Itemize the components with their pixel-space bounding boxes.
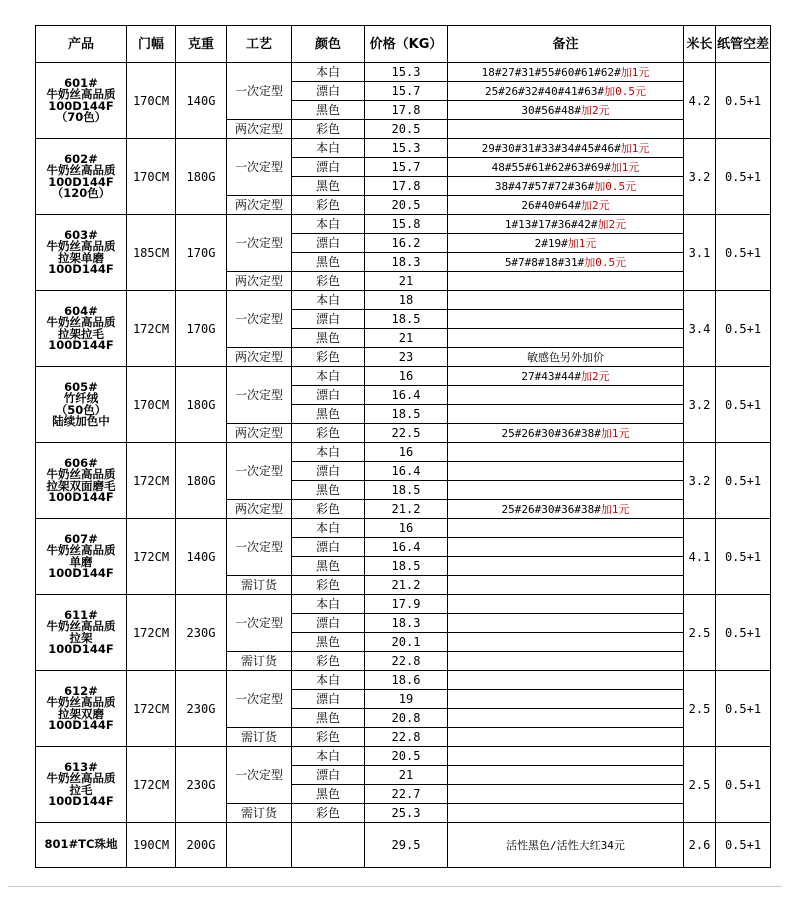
note-cell bbox=[448, 690, 684, 709]
product-line: （70色） bbox=[55, 110, 107, 124]
product-line: 602# bbox=[64, 151, 98, 166]
note-cell bbox=[448, 538, 684, 557]
note-cell bbox=[448, 120, 684, 139]
color-cell: 彩色 bbox=[292, 272, 365, 291]
price-table bbox=[35, 25, 771, 868]
color-cell: 彩色 bbox=[292, 196, 365, 215]
price-cell: 21 bbox=[365, 766, 448, 785]
meter-cell: 3.1 bbox=[684, 215, 716, 291]
table-row bbox=[36, 139, 771, 158]
price-cell: 20.8 bbox=[365, 709, 448, 728]
note-cell bbox=[448, 253, 684, 272]
product-line: 牛奶丝高品质 bbox=[46, 315, 116, 329]
note-cell bbox=[448, 215, 684, 234]
note-text: 30#56#48# bbox=[521, 103, 581, 117]
note-cell bbox=[448, 234, 684, 253]
color-cell: 黑色 bbox=[292, 177, 365, 196]
craft-sub-cell: 需订货 bbox=[227, 728, 292, 747]
width-cell: 172CM bbox=[127, 519, 176, 595]
craft-sub-cell: 需订货 bbox=[227, 576, 292, 595]
color-cell: 黑色 bbox=[292, 253, 365, 272]
price-cell: 18 bbox=[365, 291, 448, 310]
note-cell bbox=[448, 424, 684, 443]
product-line: 613# bbox=[64, 759, 98, 774]
price-cell: 18.3 bbox=[365, 614, 448, 633]
price-cell: 20.5 bbox=[365, 196, 448, 215]
color-cell: 本白 bbox=[292, 291, 365, 310]
color-cell: 本白 bbox=[292, 63, 365, 82]
note-text: 48#55#61#62#63#69# bbox=[491, 160, 611, 174]
note-cell bbox=[448, 614, 684, 633]
price-cell: 18.5 bbox=[365, 405, 448, 424]
note-surcharge: 加1元 bbox=[620, 141, 650, 155]
product-line: 牛奶丝高品质 bbox=[46, 619, 116, 633]
table-row bbox=[36, 215, 771, 234]
price-cell: 21.2 bbox=[365, 500, 448, 519]
color-cell: 漂白 bbox=[292, 386, 365, 405]
note-cell bbox=[448, 272, 684, 291]
product-cell bbox=[36, 63, 127, 139]
product-line: 牛奶丝高品质 bbox=[46, 695, 116, 709]
note-cell bbox=[448, 747, 684, 766]
note-cell: 活性黑色/活性大红34元 bbox=[448, 823, 684, 868]
product-line: 100D144F bbox=[48, 174, 114, 189]
product-line: 牛奶丝高品质 bbox=[46, 239, 116, 253]
table-row bbox=[36, 519, 771, 538]
color-cell: 彩色 bbox=[292, 728, 365, 747]
meter-cell: 2.5 bbox=[684, 595, 716, 671]
price-cell: 16.4 bbox=[365, 386, 448, 405]
color-cell: 黑色 bbox=[292, 405, 365, 424]
tube-cell: 0.5+1 bbox=[716, 367, 771, 443]
product-cell bbox=[36, 671, 127, 747]
price-cell: 17.9 bbox=[365, 595, 448, 614]
product-line: （120色） bbox=[51, 186, 111, 200]
note-surcharge: 加1元 bbox=[600, 502, 630, 516]
color-cell: 彩色 bbox=[292, 424, 365, 443]
note-text: 38#47#57#72#36# bbox=[494, 179, 595, 193]
price-cell: 15.7 bbox=[365, 158, 448, 177]
color-cell: 漂白 bbox=[292, 690, 365, 709]
color-cell: 本白 bbox=[292, 747, 365, 766]
table-row bbox=[36, 291, 771, 310]
note-text: 25#26#30#36#38# bbox=[501, 502, 601, 516]
weight-cell: 230G bbox=[176, 671, 227, 747]
note-text: 26#40#64# bbox=[521, 198, 581, 212]
note-cell bbox=[448, 405, 684, 424]
table-row bbox=[36, 747, 771, 766]
product-cell bbox=[36, 747, 127, 823]
product-line: 竹纤绒 bbox=[63, 391, 99, 405]
header-width: 门幅 bbox=[127, 26, 176, 63]
product-cell: 801#TC珠地 bbox=[36, 823, 127, 868]
note-cell bbox=[448, 291, 684, 310]
weight-cell: 180G bbox=[176, 367, 227, 443]
color-cell: 漂白 bbox=[292, 614, 365, 633]
craft-cell: 一次定型 bbox=[227, 215, 292, 272]
note-surcharge: 加1元 bbox=[620, 65, 650, 79]
table-row bbox=[36, 595, 771, 614]
color-cell: 本白 bbox=[292, 367, 365, 386]
header-row bbox=[36, 26, 771, 63]
weight-cell: 180G bbox=[176, 139, 227, 215]
note-cell bbox=[448, 158, 684, 177]
product-line: 100D144F bbox=[48, 566, 114, 580]
note-cell bbox=[448, 728, 684, 747]
color-cell: 本白 bbox=[292, 215, 365, 234]
product-cell bbox=[36, 367, 127, 443]
product-line: 100D144F bbox=[48, 98, 114, 113]
color-cell: 黑色 bbox=[292, 557, 365, 576]
price-cell: 18.5 bbox=[365, 481, 448, 500]
product-cell bbox=[36, 595, 127, 671]
price-cell: 22.8 bbox=[365, 728, 448, 747]
note-cell bbox=[448, 367, 684, 386]
note-cell bbox=[448, 766, 684, 785]
color-cell: 黑色 bbox=[292, 785, 365, 804]
note-cell bbox=[448, 82, 684, 101]
craft-cell bbox=[227, 823, 292, 868]
table-row bbox=[36, 63, 771, 82]
price-cell: 22.5 bbox=[365, 424, 448, 443]
price-cell: 18.5 bbox=[365, 310, 448, 329]
width-cell: 172CM bbox=[127, 747, 176, 823]
note-text: 25#26#32#40#41#63# bbox=[484, 84, 605, 98]
color-cell: 漂白 bbox=[292, 538, 365, 557]
product-cell bbox=[36, 291, 127, 367]
note-surcharge: 加1元 bbox=[600, 426, 630, 440]
weight-cell: 170G bbox=[176, 291, 227, 367]
craft-sub-cell: 两次定型 bbox=[227, 500, 292, 519]
color-cell: 漂白 bbox=[292, 158, 365, 177]
meter-cell: 3.2 bbox=[684, 443, 716, 519]
note-text: 27#43#44# bbox=[521, 369, 581, 383]
note-cell bbox=[448, 785, 684, 804]
weight-cell: 200G bbox=[176, 823, 227, 868]
product-line: 拉架单磨 bbox=[58, 250, 104, 265]
width-cell: 172CM bbox=[127, 595, 176, 671]
note-cell bbox=[448, 519, 684, 538]
note-surcharge: 加2元 bbox=[597, 217, 627, 231]
note-cell bbox=[448, 63, 684, 82]
craft-sub-cell: 需订货 bbox=[227, 804, 292, 823]
color-cell: 彩色 bbox=[292, 500, 365, 519]
color-cell: 本白 bbox=[292, 519, 365, 538]
product-line: 603# bbox=[64, 227, 98, 242]
color-cell: 黑色 bbox=[292, 329, 365, 348]
craft-cell: 一次定型 bbox=[227, 595, 292, 652]
craft-sub-cell: 两次定型 bbox=[227, 196, 292, 215]
product-line: 牛奶丝高品质 bbox=[46, 87, 116, 101]
product-line: 牛奶丝高品质 bbox=[46, 163, 116, 177]
table-row bbox=[36, 671, 771, 690]
product-line: 拉毛 bbox=[69, 782, 93, 797]
craft-cell: 一次定型 bbox=[227, 63, 292, 120]
note-surcharge: 加0.5元 bbox=[594, 179, 637, 193]
note-text: 敏感色另外加价 bbox=[527, 350, 604, 364]
meter-cell: 4.1 bbox=[684, 519, 716, 595]
tube-cell: 0.5+1 bbox=[716, 519, 771, 595]
note-surcharge: 加2元 bbox=[580, 369, 610, 383]
header-color: 颜色 bbox=[292, 26, 365, 63]
color-cell: 本白 bbox=[292, 595, 365, 614]
craft-cell: 一次定型 bbox=[227, 747, 292, 804]
note-cell bbox=[448, 196, 684, 215]
product-line: 611# bbox=[64, 607, 98, 622]
weight-cell: 140G bbox=[176, 63, 227, 139]
color-cell: 漂白 bbox=[292, 234, 365, 253]
craft-sub-cell: 两次定型 bbox=[227, 272, 292, 291]
price-cell: 16.4 bbox=[365, 538, 448, 557]
meter-cell: 2.5 bbox=[684, 671, 716, 747]
color-cell: 彩色 bbox=[292, 576, 365, 595]
weight-cell: 170G bbox=[176, 215, 227, 291]
note-text: 1#13#17#36#42# bbox=[504, 217, 598, 231]
tube-cell: 0.5+1 bbox=[716, 63, 771, 139]
price-cell: 22.8 bbox=[365, 652, 448, 671]
price-cell: 20.5 bbox=[365, 120, 448, 139]
price-cell: 16 bbox=[365, 519, 448, 538]
note-cell bbox=[448, 348, 684, 367]
product-line: 601# bbox=[64, 75, 98, 90]
note-surcharge: 加0.5元 bbox=[604, 84, 647, 98]
craft-sub-cell: 两次定型 bbox=[227, 120, 292, 139]
price-cell: 25.3 bbox=[365, 804, 448, 823]
note-surcharge: 加2元 bbox=[580, 103, 610, 117]
craft-cell: 一次定型 bbox=[227, 367, 292, 424]
craft-cell: 一次定型 bbox=[227, 139, 292, 196]
product-line: 100D144F bbox=[48, 262, 114, 276]
craft-cell: 一次定型 bbox=[227, 519, 292, 576]
meter-cell: 3.4 bbox=[684, 291, 716, 367]
note-cell bbox=[448, 652, 684, 671]
price-cell: 23 bbox=[365, 348, 448, 367]
note-cell bbox=[448, 386, 684, 405]
price-cell: 29.5 bbox=[365, 823, 448, 868]
note-cell bbox=[448, 804, 684, 823]
price-cell: 15.7 bbox=[365, 82, 448, 101]
note-cell bbox=[448, 633, 684, 652]
price-cell: 15.3 bbox=[365, 63, 448, 82]
product-line: 100D144F bbox=[48, 794, 114, 808]
color-cell: 本白 bbox=[292, 443, 365, 462]
table-body bbox=[36, 63, 771, 868]
header-tube: 纸管空差 bbox=[716, 26, 771, 63]
weight-cell: 230G bbox=[176, 747, 227, 823]
tube-cell: 0.5+1 bbox=[716, 291, 771, 367]
color-cell: 彩色 bbox=[292, 348, 365, 367]
product-line: 100D144F bbox=[48, 338, 114, 352]
product-line: 606# bbox=[64, 455, 98, 470]
note-cell bbox=[448, 709, 684, 728]
product-cell bbox=[36, 139, 127, 215]
color-cell: 漂白 bbox=[292, 310, 365, 329]
note-cell bbox=[448, 177, 684, 196]
product-line: 陆续加色中 bbox=[52, 414, 110, 428]
price-cell: 15.8 bbox=[365, 215, 448, 234]
note-surcharge: 加2元 bbox=[580, 198, 610, 212]
header-note: 备注 bbox=[448, 26, 684, 63]
width-cell: 170CM bbox=[127, 63, 176, 139]
table-row bbox=[36, 367, 771, 386]
price-cell: 16.2 bbox=[365, 234, 448, 253]
product-line: 拉架 bbox=[69, 630, 93, 645]
price-cell: 18.5 bbox=[365, 557, 448, 576]
note-surcharge: 加0.5元 bbox=[584, 255, 627, 269]
product-line: 牛奶丝高品质 bbox=[46, 771, 116, 785]
note-cell bbox=[448, 576, 684, 595]
product-line: 牛奶丝高品质 bbox=[46, 543, 116, 557]
product-cell bbox=[36, 519, 127, 595]
craft-cell: 一次定型 bbox=[227, 291, 292, 348]
tube-cell: 0.5+1 bbox=[716, 823, 771, 868]
tube-cell: 0.5+1 bbox=[716, 595, 771, 671]
table-row bbox=[36, 823, 771, 868]
product-line: 100D144F bbox=[48, 642, 114, 656]
table-row bbox=[36, 443, 771, 462]
product-line: 拉架双面磨毛 bbox=[46, 478, 116, 493]
note-surcharge: 加1元 bbox=[610, 160, 640, 174]
note-cell bbox=[448, 310, 684, 329]
craft-cell: 一次定型 bbox=[227, 443, 292, 500]
product-line: 拉架双磨 bbox=[58, 706, 104, 721]
price-cell: 16 bbox=[365, 367, 448, 386]
note-text: 18#27#31#55#60#61#62# bbox=[481, 65, 621, 79]
header-weight: 克重 bbox=[176, 26, 227, 63]
product-cell bbox=[36, 443, 127, 519]
color-cell: 彩色 bbox=[292, 120, 365, 139]
price-cell: 21 bbox=[365, 272, 448, 291]
header-product: 产品 bbox=[36, 26, 127, 63]
price-cell: 20.5 bbox=[365, 747, 448, 766]
weight-cell: 230G bbox=[176, 595, 227, 671]
color-cell bbox=[292, 823, 365, 868]
price-cell: 21.2 bbox=[365, 576, 448, 595]
color-cell: 漂白 bbox=[292, 766, 365, 785]
product-line: 牛奶丝高品质 bbox=[46, 467, 116, 481]
bottom-divider bbox=[8, 886, 782, 887]
product-line: 605# bbox=[64, 379, 98, 394]
weight-cell: 180G bbox=[176, 443, 227, 519]
product-cell bbox=[36, 215, 127, 291]
price-cell: 20.1 bbox=[365, 633, 448, 652]
width-cell: 172CM bbox=[127, 671, 176, 747]
craft-sub-cell: 两次定型 bbox=[227, 348, 292, 367]
note-cell bbox=[448, 595, 684, 614]
color-cell: 黑色 bbox=[292, 709, 365, 728]
tube-cell: 0.5+1 bbox=[716, 747, 771, 823]
color-cell: 黑色 bbox=[292, 481, 365, 500]
product-line: 100D144F bbox=[48, 490, 114, 504]
craft-cell: 一次定型 bbox=[227, 671, 292, 728]
tube-cell: 0.5+1 bbox=[716, 215, 771, 291]
note-cell bbox=[448, 139, 684, 158]
note-text: 25#26#30#36#38# bbox=[501, 426, 601, 440]
header-price: 价格（KG） bbox=[365, 26, 448, 63]
note-cell bbox=[448, 443, 684, 462]
price-cell: 18.6 bbox=[365, 671, 448, 690]
note-text: 5#7#8#18#31# bbox=[504, 255, 585, 269]
product-line: 612# bbox=[64, 683, 98, 698]
product-line: （50色） bbox=[55, 402, 107, 417]
price-cell: 16.4 bbox=[365, 462, 448, 481]
width-cell: 170CM bbox=[127, 139, 176, 215]
note-text: 2#19# bbox=[534, 236, 568, 250]
color-cell: 本白 bbox=[292, 139, 365, 158]
note-text: 29#30#31#33#34#45#46# bbox=[481, 141, 621, 155]
note-cell bbox=[448, 462, 684, 481]
product-line: 604# bbox=[64, 303, 98, 318]
meter-cell: 2.6 bbox=[684, 823, 716, 868]
price-cell: 16 bbox=[365, 443, 448, 462]
price-cell: 15.3 bbox=[365, 139, 448, 158]
header-meter: 米长 bbox=[684, 26, 716, 63]
product-line: 607# bbox=[64, 531, 98, 546]
product-line: 100D144F bbox=[48, 718, 114, 732]
tube-cell: 0.5+1 bbox=[716, 671, 771, 747]
note-cell bbox=[448, 481, 684, 500]
price-cell: 21 bbox=[365, 329, 448, 348]
width-cell: 172CM bbox=[127, 443, 176, 519]
price-cell: 18.3 bbox=[365, 253, 448, 272]
price-cell: 22.7 bbox=[365, 785, 448, 804]
color-cell: 漂白 bbox=[292, 462, 365, 481]
product-line: 单磨 bbox=[69, 554, 93, 569]
note-cell bbox=[448, 671, 684, 690]
meter-cell: 3.2 bbox=[684, 367, 716, 443]
meter-cell: 2.5 bbox=[684, 747, 716, 823]
color-cell: 彩色 bbox=[292, 804, 365, 823]
craft-sub-cell: 两次定型 bbox=[227, 424, 292, 443]
price-cell: 19 bbox=[365, 690, 448, 709]
color-cell: 漂白 bbox=[292, 82, 365, 101]
note-cell bbox=[448, 329, 684, 348]
product-line: 拉架拉毛 bbox=[58, 326, 104, 341]
meter-cell: 3.2 bbox=[684, 139, 716, 215]
color-cell: 本白 bbox=[292, 671, 365, 690]
tube-cell: 0.5+1 bbox=[716, 443, 771, 519]
width-cell: 190CM bbox=[127, 823, 176, 868]
width-cell: 172CM bbox=[127, 291, 176, 367]
width-cell: 170CM bbox=[127, 367, 176, 443]
note-cell bbox=[448, 557, 684, 576]
header-craft: 工艺 bbox=[227, 26, 292, 63]
note-surcharge: 加1元 bbox=[567, 236, 597, 250]
width-cell: 185CM bbox=[127, 215, 176, 291]
tube-cell: 0.5+1 bbox=[716, 139, 771, 215]
note-cell bbox=[448, 101, 684, 120]
weight-cell: 140G bbox=[176, 519, 227, 595]
craft-sub-cell: 需订货 bbox=[227, 652, 292, 671]
note-cell bbox=[448, 500, 684, 519]
color-cell: 彩色 bbox=[292, 652, 365, 671]
price-cell: 17.8 bbox=[365, 177, 448, 196]
color-cell: 黑色 bbox=[292, 101, 365, 120]
price-cell: 17.8 bbox=[365, 101, 448, 120]
color-cell: 黑色 bbox=[292, 633, 365, 652]
meter-cell: 4.2 bbox=[684, 63, 716, 139]
